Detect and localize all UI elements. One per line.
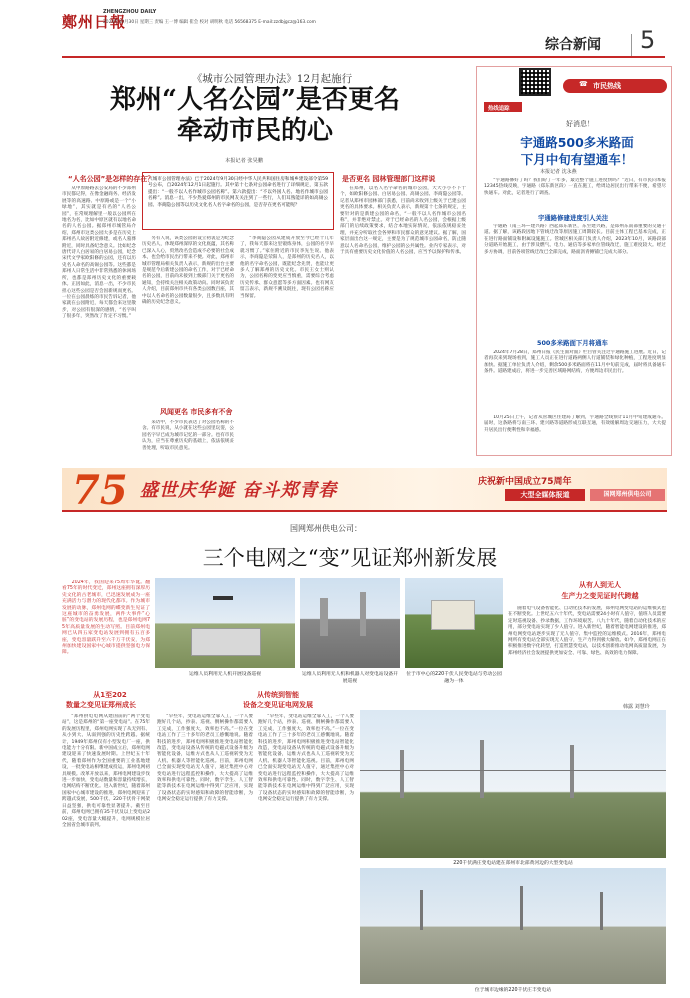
banner-right-title: 庆祝新中国成立75周年: [478, 477, 572, 487]
feature-subhead-2b: 设备之变见证电网发展: [243, 701, 313, 709]
hotline-para-3: 2024年7月28日，郑州日报《民生面对面》栏目曾关注过宇通路施工进展。近日，记者再次来到现场看到，施工人员正在进行道路两侧人行道铺装和绿化种植，工程进度明显加快。据施工单位负责人介绍，剩余500多米路面将在11月中旬前完成，届时将具备通车条件。道路建成后，将进一步完善区域路网结构，方便周边市民出行。: [484, 350, 666, 375]
photo-caption-1: 运维人员利用无人机开展设备巡视: [189, 672, 261, 677]
feature-col-3: “早些年，变电站运维全靠人工，一个人要跑好几个站，抄表、巡视、倒闸操作都需要人工完成，工作强度大，效率也不高。”一位在变电站工作了三十多年的老员工感慨地说。随着科技的进步，郑州电网积极推进变电站智能化改造，变电站设备从传统的电磁式设备升级为智能化设备，运维方式也从人工巡视转变为无人机、机器人等智能化巡视。目前，郑州电网已全面实现变电站无人值守，通过集控中心对变电站进行远程监控和操作，大大提高了运维效率和供电可靠性。同时，数字孪生、人工智能等新技术在电网运维中得到广泛应用，实现了设备状态的实时感知和故障的智能诊断，为电网安全稳定运行提供了有力支撑。: [258, 714, 354, 803]
feature-col-1: “郑州供电电网从建国前的“两个变电站”，这是郑州的“第一座变电站”。在75年的发展历程里，郑州电网实现了从无到有、从小到大、从弱到强的历史性跨越。据统计，1949年郑州仅有小型发电厂一座，供电能力十分有限。新中国成立后，郑州电网建设迎来了快速发展时期。上世纪五十年代，随着郑州作为全国重要的工业基地建设，一批变电站相继建成投运，郑州电网初具规模。改革开放以来，郑州电网建设步伐进一步加快，变电站数量和容量持续增长，电网结构不断优化。进入新世纪，随着郑州国家中心城市建设的推进，郑州电网迎来了跨越式发展，500千伏、220千伏骨干网架日益坚强，供电可靠性显著提升。截至目前，郑州电网已拥有35千伏及以上变电站202座，变电容量大幅提升，电网规模位居全国省会城市前列。: [62, 714, 150, 828]
hotline-tag: 热线追踪: [484, 102, 522, 112]
banner-org: 国网郑州供电公司: [590, 489, 665, 501]
issue-meta: 2024年10月30日 星期三 责编 王一博 编辑 崔会 校对 胡明秋 电话 56568375 E-mail:zzdbjgcz@163.com: [103, 20, 316, 25]
manzhuang-substation-photo: [360, 710, 666, 858]
hotline-subhead-2: 500多米路面下月将通车: [537, 339, 608, 347]
feature-kicker: 国网郑州供电公司：: [290, 524, 362, 533]
city-substation-photo: [405, 578, 503, 668]
hotline-para-2: 宇通路（南三环—建兴路）西起郑东新区，东至建兴路，是郑州东南部重要的交通干道。据了解，该路段因地下管线迁改等原因施工周期较长。目前主体工程已基本完成，正在进行路面铺设和附属设施施工。管城区相关部门负责人介绍，2023年10月，该路段部分道路开始施工，由于涉及燃气、电力、通信等多家单位管线改迁，施工难度较大。经过多方协调，目前各项管线迁改已全部完成，路面沥青摊铺已完成大部分。: [484, 224, 666, 255]
hotline-headline-2: 下月中旬有望通车！: [520, 152, 634, 167]
divider: [631, 34, 632, 56]
feature-col-4: 随着电气设备智能化、自动化技术的发展，郑州电网变电站的运维模式也在不断变化。上世纪五六十年代，变电站需要24小时有人值守，值班人员需要定时巡视设备、抄录数据，工作环境艰苦。八九十年代，随着自动化技术的应用，部分变电站实现了少人值守。进入新世纪，随着智能电网建设的推进，郑州电网变电站逐步实现了无人值守、集中监控的运维模式。2016年，郑州电网所有变电站全部实现无人值守，生产力得到极大解放。如今，郑州电网正在积极推进数字化转型，打造智慧变电站，以技术创新推动电网高质量发展，为郑州经济社会发展提供更加安全、可靠、绿色、高效的电力保障。: [508, 606, 666, 656]
hotline-para-4: 10月25日上午，记者从管城区住建局了解到，宇通路全线预计11月中旬建成通车。届时，这条路将与南三环、建兴路等道路形成互联互通，有效缓解周边交通压力，大大提升居民出行便利性和幸福感。: [484, 415, 666, 433]
photo-caption-5: 位于城市边缘的220千伏庄丰变电站: [474, 988, 552, 993]
hotline-header: ☎ 市民热线: [563, 79, 667, 93]
substation-robot-photo: [300, 578, 400, 668]
header-rule: [62, 56, 665, 58]
newspaper-logo: 鄭州日報: [62, 13, 127, 31]
banner-tag: 大型全媒体报道: [505, 489, 585, 501]
lead-subhead-1: “人名公园”是怎样的存在？: [68, 175, 155, 183]
lead-subhead-2: 风闻更名 市民多有不舍: [160, 408, 233, 416]
hotline-byline: 本报记者 沈永燕: [540, 169, 577, 175]
section-title: 综合新闻: [545, 37, 601, 53]
lead-col-2b: 采访中，不少市民表达了对公园名称的不舍。有市民说，从小就在这些公园里玩耍，公园名字早已成为城市记忆的一部分。也有市民认为，应当在尊重历史的基础上，依法依规妥善处理，听取市民意见。: [142, 420, 234, 450]
hotline-subhead-1: 宇通路修建进度引人关注: [538, 214, 609, 222]
feature-subhead-2a: 从传统到智能: [257, 691, 299, 699]
photo-caption-3: 位于市中心的220千伏人民变电站与劳动公园融为一体: [406, 672, 502, 684]
feature-subhead-1b: 数量之变见证郑州成长: [66, 701, 136, 709]
feature-col-2: “早些年，变电站运维全靠人工，一个人要跑好几个站，抄表、巡视、倒闸操作都需要人工完成，工作强度大，效率也不高。”一位在变电站工作了三十多年的老员工感慨地说。随着科技的进步，郑州电网积极推进变电站智能化改造，变电站设备从传统的电磁式设备升级为智能化设备，运维方式也从人工巡视转变为无人机、机器人等智能化巡视。目前，郑州电网已全面实现变电站无人值守，通过集控中心对变电站进行远程监控和操作，大大提高了运维效率和供电可靠性。同时，数字孪生、人工智能等新技术在电网运维中得到广泛应用，实现了设备状态的实时感知和故障的智能诊断，为电网安全稳定运行提供了有力支撑。: [157, 714, 253, 803]
qr-code: [519, 68, 551, 96]
hotline-headline-1: 宇通路500多米路面: [520, 135, 634, 150]
feature-headline: 三个电网之“变”见证郑州新发展: [202, 546, 498, 570]
hotline-para-1: “宇通路修好了吗？我们盼了一年多，最近整个施工进度快吗？”近日，有市民向本报12345热线反映，宇通路（郑东新区段）一直在施工，给周边居民出行带来不便，希望尽快通车。对此，记者进行了调查。: [484, 178, 666, 196]
lead-subhead-3: 是否更名 园林管理部门这样说: [342, 175, 436, 183]
banner-slogan: 盛世庆华诞 奋斗郑青春: [140, 480, 338, 501]
lead-headline-2: 牵动市民的心: [176, 116, 333, 146]
photo-caption-4: 220千伏满庄变电站建在郑州市北部黄河边的大型变电站: [453, 861, 573, 866]
lead-headline-1: 郑州“人名公园”是否更名: [110, 85, 400, 115]
lead-byline: 本报记者 张昊鹏: [225, 158, 263, 164]
phone-icon: ☎: [579, 80, 588, 88]
drone-inspection-photo: [155, 578, 295, 668]
feature-subhead-3a: 从有人到无人: [579, 581, 621, 589]
photo-caption-2: 运维人员利用无人机和机器人对变电站设备开展巡视: [302, 672, 398, 684]
feature-subhead-1a: 从1至202: [93, 691, 127, 699]
lead-intro-box: 《城市公园管理办法》已于2024年9月30日经中华人民共和国住房和城乡建设部令第59号公布，自2024年12月1日起施行。其中第十七条对公园命名进行了详细规定，第五款提出：“一般不以人名作城市公园名称”。第六款提出：“不以外国人名、地名作城市公园名称”。消息一出，不少热爱郑州的市民网友关注到了一些行，人们耳熟能详的如高锡公园、李商隐公园等以历史文化名人名字命名的公园，是否存在更名可能呢？: [142, 172, 334, 230]
zhuangfeng-substation-photo: [360, 868, 666, 984]
feature-subhead-3b: 生产力之变见证时代跨越: [561, 592, 639, 600]
lead-kicker: 《城市公园管理办法》12月起施行: [191, 73, 353, 85]
newspaper-english-name: ZHENGZHOU DAILY: [103, 9, 157, 15]
lead-col-1: 从中原路路去公安局的不少郑州市民都记得，在像金融商务、经济发展等的高速路、中原路或是一个“小绿地”，其实就是有名的“人名公园”，在常规理解里一般以公园所在地名为名，比如中原区就有以地名命名的人名公园。据郑州市城管局介绍，郑州市这类公园大多是在历史上郑州名人故居附近修建，或名人墓葬附近，同时具备纪念意义。比如纪念唐代诗人白居易的白居易公园，纪念宋代文学家欧阳修的公园，还有以历史名人命名的高锡公园等。这些都是郑州人日常生活中非常熟悉的休闲场所，也都是郑州历史文化的重要载体。正因如此，消息一出，不少市民担心这些公园是否会因新规而更名。一位在公园晨练的市民告诉记者，他家就在公园附近，每天都会来这里散步，对公园有很深的感情，“名字叫了很多年，突然改了肯定不习惯。”: [62, 186, 136, 320]
lead-col-4: 在郑州，以名人名字命名的城市公园，大大小小不下十个，如欧阳修公园、白居易公园、高锡公园、李商隐公园等。记者从郑州市园林部门获悉，目前尚未收到上级关于已建公园更名的具体要求。相关负责人表示，新规第十七条的规定，主要针对的是新建公园的命名，“一般不以人名作城市公园名称”，并非绝对禁止。对于已经命名的人名公园，会根据上级部门的后续政策要求，结合本地实际情况，依法依规稳妥处理，并充分听取社会各界和市民群众的意见建议。据了解，国家层面出台这一规定，主要是为了规范城市公园命名，防止随意以人名命名公园，维护公园的公共属性。业内专家表示，对于具有重要历史文化价值的人名公园，应当予以保护和传承。: [340, 186, 466, 256]
page-number: 5: [640, 26, 656, 54]
feature-signature: 韩露 刘慧玲: [623, 704, 650, 710]
lead-col-2: 另有人说，该类公园的设立初衷是为纪念历史名人，体现郑州深厚的文化底蕴，其名称已深入人心，贸然改名会造成不必要的社会成本，也会给市民出行带来不便。对此，郑州市城市管理局相关负责人表示，新规的出台主要是规范今后新建公园的命名工作，对于已经命名的公园，目前尚未接到上级部门关于更名的通知，会持续关注相关政策动向。同时该负责人介绍，目前郑州市共有各类公园数百座，其中以人名命名的公园数量很少，且多数具有明确的历史纪念意义。: [142, 236, 234, 306]
banner-75-numeral: 75: [72, 467, 128, 514]
hotline-kicker: 好消息！: [566, 120, 594, 128]
lead-col-3: “李商隐公园从建成开放至今已经十几年了，我每天都来这里锻炼身体，公园的名字早就习惯了。”家住附近的市民李先生说。他表示，李商隐是荥阳人，是郑州的历史名人，以他的名字命名公园，既能纪念先贤，也能让更多人了解郑州的历史文化。市民王女士则认为，公园名称的变更应当慎重，需要综合考虑历史传承、群众意愿等多方面因素。也有网友留言表示，新规不溯及既往，现有公园名称应当保留。: [240, 236, 334, 299]
feature-intro: 2024年，我国迎来75周年华诞。翻看75年的时代变迁，郑州这座拥有深厚历史文化的古老城市，已迅速发展成为一座充满活力与潜力的现代化都市。作为城市发展的动脉，郑州电网的蝶变新生见证了这座城市的奋勇发展，两件大事件“心脏”的变电站的发展历程，也是郑州电网75年高质量发展的生动写照。目前郑州电网已从四五家变电站发展到拥有五百多座，变电容量跃升至六千万千伏安，为郑州加快建设国家中心城市提供坚强电力保障。: [62, 580, 150, 656]
